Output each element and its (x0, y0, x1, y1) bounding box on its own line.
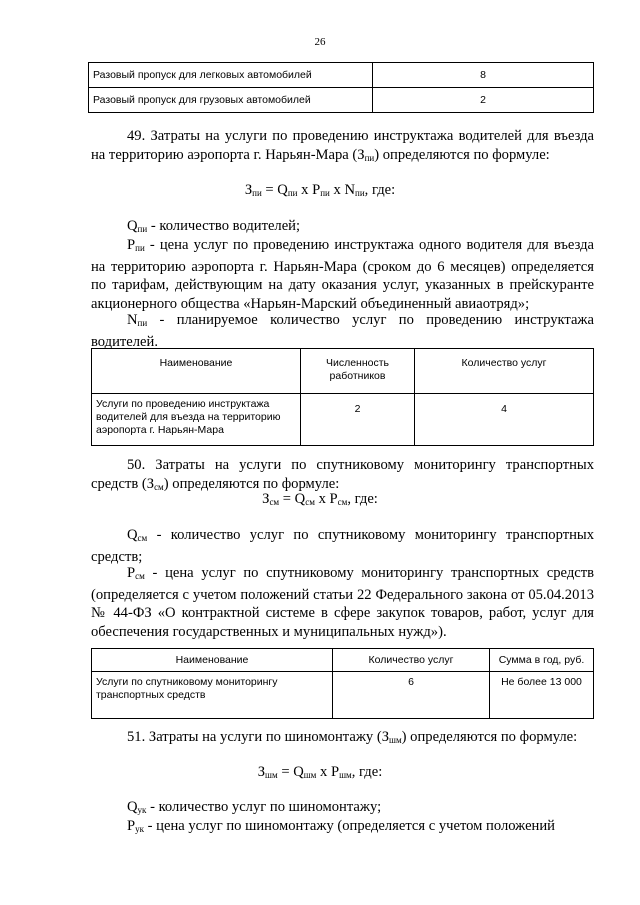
definition-q-49: $Q_{пи}$ - количество водителей; (127, 218, 301, 234)
column-header: Количество услуг (415, 349, 594, 394)
definition-q-50: $Q_{см}$ - количество услуг по спутниковому мониторингу транспортных средств; (91, 527, 594, 565)
table-cell-name: Услуги по спутниковому мониторингу транспортных средств (92, 672, 333, 719)
formula-49: $З_{пи} = Q_{пи}$ х $P_{пи}$ х $N_{пи}$, где: (244, 182, 396, 198)
column-header: Наименование (92, 349, 301, 394)
definition-q-51: $Q_{ук}$ - количество услуг по шиномонтажу; (127, 799, 382, 815)
section-49-intro: 49. Затраты на услуги по проведению инструктажа водителей для въезда на территорию аэропорта г. Нарьян-Мара $(З_{пи})$ определяются по формуле: (91, 128, 594, 163)
table-row (89, 63, 594, 88)
passes-table (88, 62, 594, 113)
definition-n-49: $N_{пи}$ - планируемое количество услуг по проведению инструктажа водителей. (91, 312, 594, 350)
table-header-row (92, 649, 594, 672)
table-cell-value: 4 (415, 394, 594, 446)
table-row (92, 394, 594, 446)
table-cell-value: 6 (333, 672, 490, 719)
table-cell-value: Не более 13 000 (490, 672, 594, 719)
table-cell-value: 8 (373, 63, 594, 88)
column-header: Численность работников (301, 349, 415, 394)
section-50-intro: 50. Затраты на услуги по спутниковому мониторингу транспортных средств $(З_{см})$ определяются по формуле: (91, 457, 594, 492)
table-cell-name: Разовый пропуск для грузовых автомобилей (89, 88, 373, 113)
definition-p-49: $Р_{пи}$ - цена услуг по проведению инструктажа одного водителя для въезда на территорию аэропорта г. Нарьян-Мара (сроком до 6 месяцев) определяется по тарифам, действующим на дату оказания услуг, указанных в прейскуранте акционерного общества «Нарьян-Марский объединенный авиаотряд»; (91, 237, 594, 312)
section-51-intro: 51. Затраты на услуги по шиномонтажу $(З_{шм})$ определяются по формуле: (127, 729, 578, 745)
definition-p-51: $Р_{ук}$ - цена услуг по шиномонтажу (определяется с учетом положений (127, 818, 555, 834)
column-header: Сумма в год, руб. (490, 649, 594, 672)
table-cell-value: 2 (301, 394, 415, 446)
table-cell-name: Услуги по проведению инструктажа водителей для въезда на территорию аэропорта г. Нарьян-Мара (92, 394, 301, 446)
table-row (92, 672, 594, 719)
formula-51: $З_{шм} = Q_{шм}$ х $P_{шм}$, где: (257, 764, 383, 780)
column-header: Количество услуг (333, 649, 490, 672)
formula-50: $З_{см} = Q_{см}$ х $P_{см}$, где: (262, 491, 378, 507)
table-header-row (92, 349, 594, 394)
table-cell-name: Разовый пропуск для легковых автомобилей (89, 63, 373, 88)
column-header: Наименование (92, 649, 333, 672)
table-row (89, 88, 594, 113)
page-number: 26 (314, 36, 326, 48)
monitoring-table (91, 648, 594, 719)
briefing-table (91, 348, 594, 446)
table-cell-value: 2 (373, 88, 594, 113)
definition-p-50: $Р_{см}$ - цена услуг по спутниковому мониторингу транспортных средств (определяется с учетом положений статьи 22 Федерального закона от 05.04.2013 № 44-ФЗ «О контрактной системе в сфере закупок товаров, работ, услуг для обеспечения государственных и муниципальных нужд»). (91, 565, 594, 640)
